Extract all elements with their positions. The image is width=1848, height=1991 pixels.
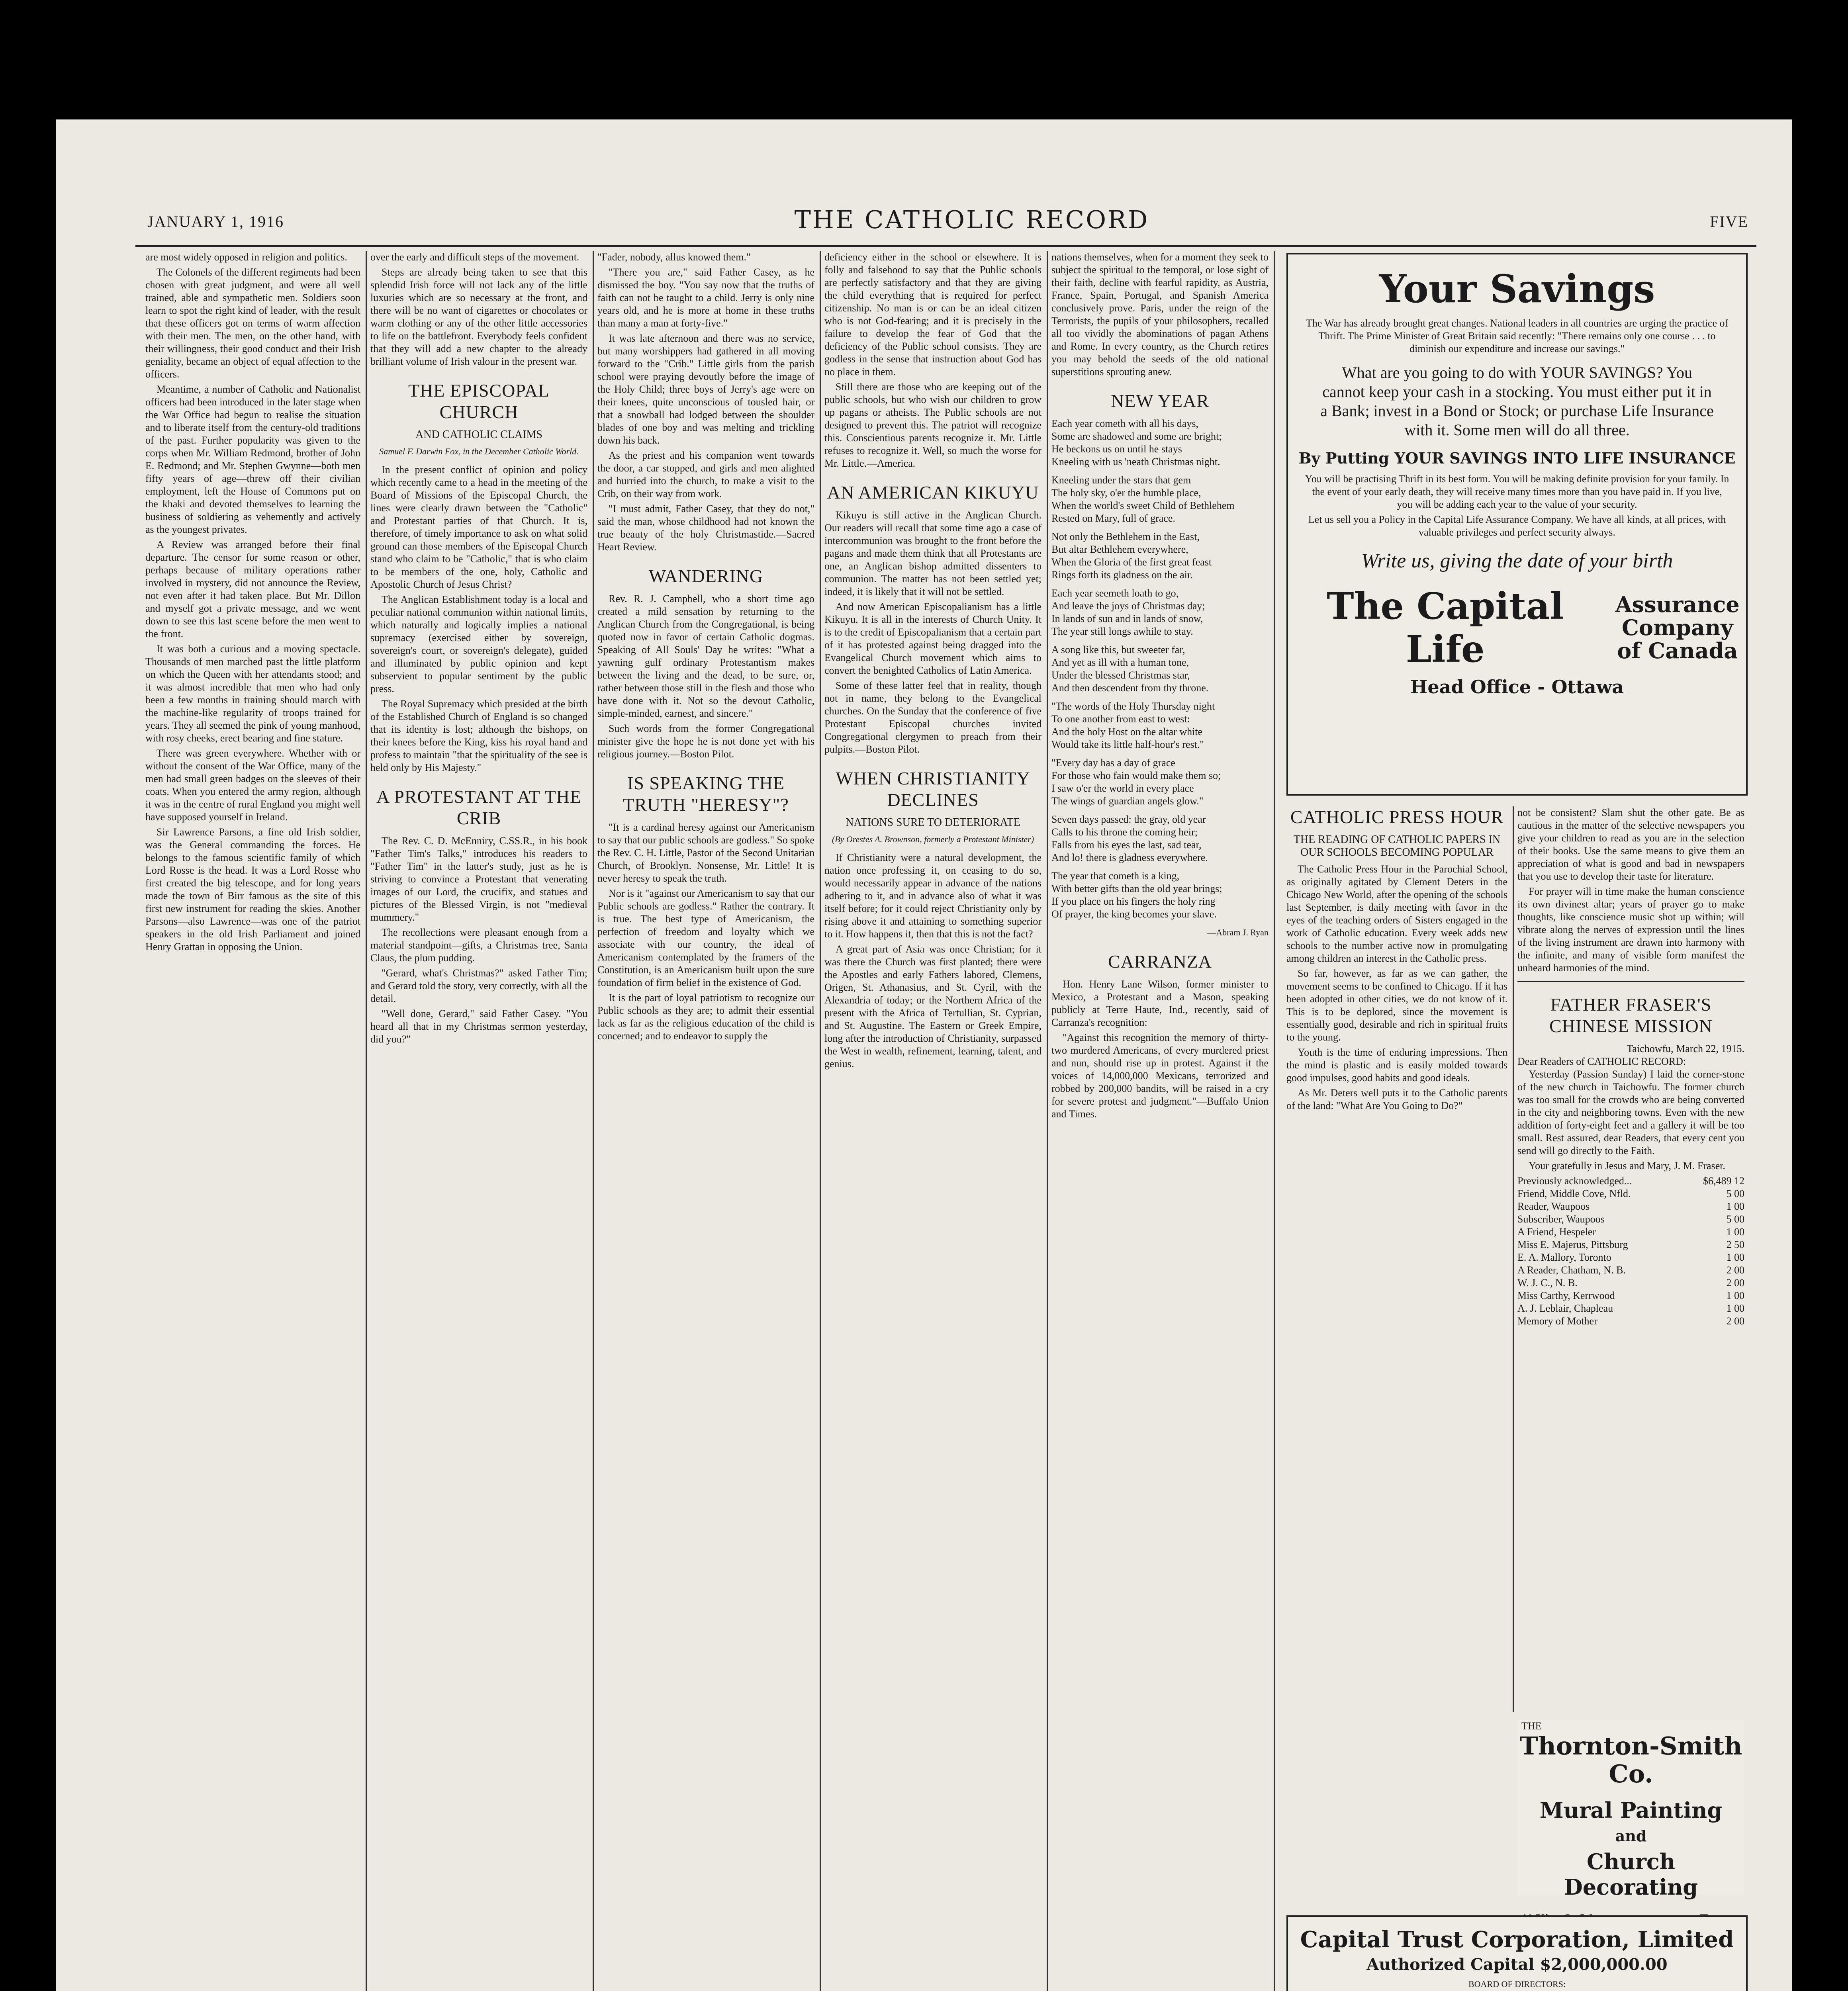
thornton-line-2: and — [1615, 1827, 1647, 1845]
article-paragraph: Your gratefully in Jesus and Mary, J. M. Fraser. — [1529, 1160, 1725, 1172]
article-paragraph: nations themselves, when for a moment they seek to subject the spiritual to the temporal, or lose sight of their faith, decline with fearful rapidity, as Austria, France, Spain, Portugal, and Spanish America conclusively prove. Paris, under the reign of the Terrorists, the pupils of your philosophers, recalled all too vividly the abominations of pagan Athens and Rome. In every country, as the Church retires you may behold the seeds of the old national superstitions sprouting anew. — [1051, 251, 1269, 377]
thornton-line-1: Mural Painting — [1539, 1797, 1723, 1823]
column-3 — [597, 251, 814, 1991]
article-paragraph: Rev. R. J. Campbell, who a short time ago created a mild sensation by returning to the Anglican Church from the Congregational, is being quoted now in favor of certain Catholic dogmas. Speaking of All Souls' Day he writes: "What a yawning gulf ordinary Protestantism makes between the living and the dead, to be sure, or, rather between those still in the flesh and those who have done with it. Not so the devout Catholic, simple-minded, earnest, and sincere." — [597, 593, 814, 719]
donor-name: Miss E. Majerus, Pittsburg — [1517, 1239, 1628, 1250]
donor-name: Reader, Waupoos — [1517, 1201, 1590, 1212]
donor-name: Memory of Mother — [1517, 1315, 1597, 1327]
donation-row — [1517, 1302, 1744, 1315]
column-4 — [824, 251, 1041, 1991]
new-year-headline: NEW YEAR — [1111, 391, 1209, 411]
article-paragraph: Still there are those who are keeping out of the public schools, but who wish our children to grow up pagans or atheists. The Public schools are not designed to prevent this. The patriot will recognize this. Conscientious parents recognize it. Mr. Little refuses to recognize it. Well, so much the worse for Mr. Little.—America. — [824, 381, 1041, 469]
press-hour-subhead: THE READING OF CATHOLIC PAPERS IN OUR SCHOOLS BECOMING POPULAR — [1293, 833, 1501, 859]
page-number: FIVE — [1710, 213, 1748, 231]
kikuyu-headline: AN AMERICAN KIKUYU — [827, 482, 1039, 503]
fraser-headline: FATHER FRASER'S CHINESE MISSION — [1549, 994, 1713, 1036]
article-paragraph: For prayer will in time make the human conscience its own divinest altar; years of prayer go to make thoughts, like conscience music shot up within; will vibrate along the nerves of expression until the lines of the living instrument are drawn into harmony with the infinite, and many of visible form manifest the unheard harmonies of the mind. — [1517, 886, 1744, 974]
thornton-smith-ad — [1517, 1720, 1744, 1900]
article-paragraph: It is the part of loyal patriotism to recognize our Public schools as they are; to admit their essential lack as far as the religious education of the child is concerned; and to endeavor to supply the — [597, 992, 814, 1042]
article-paragraph: If Christianity were a natural development, the nation once professing it, on ceasing to do so, would necessarily appear in advance of the nations adhering to it, and in advance also of what it was itself before; for it could reject Christianity only by rising above it and attaining to something superior to it. How happens it, then that this is not the fact? — [824, 852, 1041, 940]
company-head-office: Head Office - Ottawa — [1410, 676, 1624, 698]
column-7 — [1517, 806, 1744, 1710]
donation-amount: 2 00 — [1726, 1264, 1744, 1276]
article-paragraph: "Against this recognition the memory of thirty-two murdered Americans, of every murdered priest and nun, should rise up in protest. Against it the voices of 14,000,000 Mexicans, terrorized and robbed by 200,000 bandits, will be raised in a cry for severe protest and judgment."—Buffalo Union and Times. — [1051, 1032, 1269, 1120]
savings-ad-intro: The War has already brought great changes. National leaders in all countries are urging the practice of Thrift. The Prime Minister of Great Britain said recently: "There remains only one course . . . to diminish our expenditure and increase our savings." — [1306, 317, 1729, 354]
donation-row — [1517, 1264, 1744, 1277]
article-paragraph: Meantime, a number of Catholic and Nationalist officers had been introduced in the later stage when the War Office had begun to realise the situation and to liberate itself from the century-old traditions of the past. Further popularity was given to the corps when Mr. William Redmond, brother of John E. Redmond; and Mr. Stephen Gwynne—both men fifty years of age—threw off their civilian employment, left the House of Commons put on the khaki and devoted themselves to learning the business of soldiering as vehemently and actively as the youngest privates. — [145, 383, 360, 535]
article-paragraph: In the present conflict of opinion and policy which recently came to a head in the meeting of the Board of Missions of the Episcopal Church, the lines were clearly drawn between the "Catholic" and Protestant parties of that Church. It is, therefore, of timely importance to ask on what solid ground can those members of the Episcopal Church stand who claim to be "Catholic," that is who claim to be members of the one, holy, Catholic and Apostolic Church of Jesus Christ? — [370, 464, 587, 590]
donation-row — [1517, 1238, 1744, 1251]
donation-row — [1517, 1200, 1744, 1213]
article-paragraph: So far, however, as far as we can gather, the movement seems to be confined to Chicago. If it has been adopted in other cities, we do not know of it. This is to be deplored, since the movement is essentially good, desirable and rich in spiritual fruits to the young. — [1286, 968, 1507, 1043]
article-paragraph: The Anglican Establishment today is a local and peculiar national communion within national limits, which naturally and logically implies a national supremacy (exercised either by sovereign, sovereign's court, or sovereign's delegate), guided and illuminated by public opinion and kept subservient to popular sentiment by the public press. — [370, 594, 587, 694]
fraser-salutation: Dear Readers of CATHOLIC RECORD: — [1517, 1056, 1686, 1067]
article-paragraph: Steps are already being taken to see that this splendid Irish force will not lack any of the little luxuries which are so necessary at the front, and there will be no want of cigarettes or chocolates or warm clothing or any of the other little accessories to life on the battlefront. Everybody feels confident that they will add a new chapter to the already brilliant volume of Irish valour in the present war. — [370, 266, 587, 367]
poem-stanza: Kneeling under the stars that gem The holy sky, o'er the humble place, When the world's sweet Child of Bethlehem Rested on Mary, full of grace. — [1051, 474, 1235, 524]
article-paragraph: are most widely opposed in religion and politics. — [145, 251, 347, 263]
donor-name: A Reader, Chatham, N. B. — [1517, 1264, 1626, 1276]
fraser-dateline: Taichowfu, March 22, 1915. — [1627, 1043, 1744, 1054]
article-paragraph: As the priest and his companion went towards the door, a car stopped, and girls and men alighted and hurried into the church, to make a visit to the Crib, on their way from work. — [597, 450, 814, 499]
christianity-declines-headline: WHEN CHRISTIANITY DECLINES — [836, 768, 1030, 810]
newspaper-title: THE CATHOLIC RECORD — [794, 205, 1149, 234]
donation-amount: 2 50 — [1726, 1239, 1744, 1250]
article-paragraph: over the early and difficult steps of the movement. — [370, 251, 579, 263]
article-paragraph: "Gerard, what's Christmas?" asked Father Tim; and Gerard told the story, very correctly, with all the detail. — [370, 967, 587, 1004]
donor-name: A. J. Leblair, Chapleau — [1517, 1303, 1613, 1314]
donation-amount: 1 00 — [1726, 1252, 1744, 1263]
christianity-declines-subhead: NATIONS SURE TO DETERIORATE — [846, 816, 1020, 829]
article-paragraph: The Rev. C. D. McEnniry, C.SS.R., in his book "Father Tim's Talks," introduces his readers to "Father Tim" in the latter's study, just as he is striving to convince a Protestant that venerating images of our Lord, the crucifix, and statues and pictures of the Blessed Virgin, is not "medieval mummery." — [370, 835, 587, 923]
donor-name: Friend, Middle Cove, Nfld. — [1517, 1188, 1631, 1199]
donor-name: Previously acknowledged... — [1517, 1175, 1632, 1187]
capital-trust-ad — [1286, 1915, 1748, 1991]
article-paragraph: There was green everywhere. Whether with or without the consent of the War Office, many of the men had small green badges on the sleeves of their coats. When you entered the army region, although it was in the centre of rural England you might well have supposed yourself in Ireland. — [145, 747, 360, 823]
donation-list — [1517, 1175, 1744, 1328]
trust-capital: Authorized Capital $2,000,000.00 — [1366, 1955, 1668, 1974]
column-rule — [820, 251, 821, 1991]
column-rule — [366, 251, 367, 1991]
savings-ad-body: You will be practising Thrift in its best form. You will be making definite provision for your family. In the event of your early death, they will receive many times more than you have paid in. If you live, you will be adding each year to the value of your security. — [1305, 473, 1729, 510]
donation-row — [1517, 1226, 1744, 1238]
donation-amount: $6,489 12 — [1703, 1175, 1744, 1187]
article-paragraph: Kikuyu is still active in the Anglican Church. Our readers will recall that some time ago a case of intercommunion was brought to the front before the pagans and made them think that all Protestants are one, an Anglican bishop admitted dissenters to communion. The matter has not been settled yet; indeed, it is likely that it will not be settled. — [824, 509, 1041, 597]
poem-stanza: A song like this, but sweeter far, And yet as ill with a human tone, Under the blessed Christmas star, And then descendent from thy throne. — [1051, 644, 1209, 694]
donation-row — [1517, 1315, 1744, 1328]
article-paragraph: Hon. Henry Lane Wilson, former minister to Mexico, a Protestant and a Mason, speaking publicly at Terre Haute, Ind., recently, said of Carranza's recognition: — [1051, 978, 1269, 1028]
column-5 — [1051, 251, 1269, 1991]
company-name-sub: Assurance Company of Canada — [1615, 592, 1740, 663]
column-6 — [1286, 806, 1507, 1991]
article-paragraph: A Review was arranged before their final departure. The censor for some reason or other, perhaps because of military operations rather involved in mystery, did not announce the Review, not even after it had taken place. But Mr. Dillon and myself got a private message, and we went down to see this last scene before the men went to the front. — [145, 539, 360, 640]
donation-amount: 1 00 — [1726, 1201, 1744, 1212]
column-1 — [145, 251, 360, 1991]
donor-name: E. A. Mallory, Toronto — [1517, 1252, 1611, 1263]
protestant-crib-headline: A PROTESTANT AT THE CRIB — [376, 786, 581, 828]
article-paragraph: The recollections were pleasant enough from a material standpoint—gifts, a Christmas tree, Santa Claus, the plum pudding. — [370, 927, 587, 964]
savings-ad-cta: Write us, giving the date of your birth — [1361, 550, 1673, 572]
poem-stanza: "Every day has a day of grace For those who fain would make them so; I saw o'er the world in every place The wings of guardian angels glow." — [1051, 757, 1221, 807]
article-paragraph: It was late afternoon and there was no service, but many worshippers had gathered in all moving forward to the "Crib." Little girls from the parish school were praying devoutly before the image of the Holy Child; three boys of Jerry's age were on their knees, quite unconscious of tousled hair, or that a snowball had lodged between the shoulder blades of one boy and was melting and trickling down his back. — [597, 332, 814, 446]
trust-board: BOARD OF DIRECTORS: — [1468, 1979, 1566, 1989]
donor-name: A Friend, Hespeler — [1517, 1226, 1596, 1238]
thornton-the: THE — [1521, 1720, 1542, 1732]
divider — [1517, 981, 1744, 982]
donation-amount: 1 00 — [1726, 1303, 1744, 1314]
thornton-line-3: Church Decorating — [1564, 1849, 1698, 1900]
donation-amount: 2 00 — [1726, 1315, 1744, 1327]
donation-amount: 1 00 — [1726, 1226, 1744, 1238]
savings-ad-company — [1288, 585, 1746, 671]
donation-row — [1517, 1277, 1744, 1289]
donation-row — [1517, 1251, 1744, 1264]
savings-ad-title: Your Savings — [1379, 266, 1655, 311]
donation-amount: 1 00 — [1726, 1290, 1744, 1301]
poem-author: —Abram J. Ryan — [1207, 927, 1269, 937]
column-rule — [1274, 251, 1275, 1991]
article-paragraph: Nor is it "against our Americanism to say that our Public schools are godless." Rather the contrary. It is true. The best type of Americanism, the perfection of freedom and loyalty which we associate with our country, the ideal of Americanism contemplated by the framers of the Constitution, is an Americanism built upon the sure foundation of firm belief in the existence of God. — [597, 888, 814, 988]
column-rule — [1047, 251, 1048, 1991]
article-paragraph: "It is a cardinal heresy against our Americanism to say that our public schools are godless." So spoke the Rev. C. H. Little, Pastor of the Second Unitarian Church, of Brooklyn. Nonsense, Mr. Little! It is never heresy to speak the truth. — [597, 821, 814, 884]
episcopal-church-subhead: AND CATHOLIC CLAIMS — [415, 428, 542, 441]
article-paragraph: "Well done, Gerard," said Father Casey. "You heard all that in my Christmas sermon yesterday, did you?" — [370, 1008, 587, 1045]
column-rule — [1513, 806, 1514, 1712]
donation-amount: 2 00 — [1726, 1277, 1744, 1289]
episcopal-church-headline: THE EPISCOPAL CHURCH — [408, 380, 550, 422]
thornton-name: Thornton-Smith Co. — [1519, 1731, 1742, 1788]
donation-row — [1517, 1213, 1744, 1226]
article-paragraph: Such words from the former Congregational minister give the hope he is not done yet with his religious journey.—Boston Pilot. — [597, 723, 814, 760]
article-paragraph: The Catholic Press Hour in the Parochial School, as originally agitated by Clement Deters in the Chicago New World, after the opening of the schools last September, is daily meeting with favor in the eyes of the teaching orders of Sisters engaged in the work of Catholic education. Every week adds new schools to the number active now in promulgating among children an interest in the Catholic press. — [1286, 863, 1507, 964]
savings-ad-headline: By Putting YOUR SAVINGS INTO LIFE INSURANCE — [1298, 449, 1736, 467]
savings-ad-body-2: Let us sell you a Policy in the Capital Life Assurance Company. We have all kinds, at all prices, with valuable privileges and perfect security always. — [1308, 514, 1726, 538]
article-paragraph: The Colonels of the different regiments had been chosen with great judgment, and were all well trained, able and sympathetic men. Soldiers soon learn to spot the right kind of leader, with the result that these officers got on terms of warm affection with their men. The men, on the other hand, with their willingness, their good conduct and their Irish geniality, became an object of equal affection to the officers. — [145, 266, 360, 380]
wandering-headline: WANDERING — [648, 566, 763, 586]
poem-stanza: Each year cometh with all his days, Some are shadowed and some are bright; He beckons us on until he stays Kneeling with us 'neath Christmas night. — [1051, 418, 1222, 467]
article-paragraph: Yesterday (Passion Sunday) I laid the corner-stone of the new church in Taichowfu. The former church was too small for the crowds who are being converted in the city and neighboring towns. Even with the new addition of forty-eight feet and a gallery it will be too small. Rest assured, dear Readers, that every cent you send will go directly to the Faith. — [1517, 1068, 1744, 1156]
press-hour-headline: CATHOLIC PRESS HOUR — [1290, 807, 1504, 827]
article-paragraph: "There you are," said Father Casey, as he dismissed the boy. "You say now that the truths of faith can not be taught to a child. Jerry is only nine years old, and he is more at home in these truths than many a man at forty-five." — [597, 266, 814, 329]
donor-name: Miss Carthy, Kerrwood — [1517, 1290, 1615, 1301]
article-paragraph: A great part of Asia was once Christian; for it was there the Church was first planted; there were the Apostles and early Fathers labored, Clemens, Origen, St. Athanasius, and St. Cyril, with the Alexandria of today; or the Northern Africa of the present with the Africa of Tertullian, St. Cyprian, and St. Augustine. The Eastern or Greek Empire, long after the introduction of Christianity, surpassed the West in wealth, refinement, learning, talent, and genius. — [824, 943, 1041, 1070]
newspaper-page — [56, 119, 1792, 1991]
poem-stanza: Seven days passed: the gray, old year Calls to his throne the coming heir; Falls from his eyes the last, sad tear, And lo! there is gladness everywhere. — [1051, 814, 1208, 863]
article-paragraph: "Fader, nobody, allus knowed them." — [597, 251, 751, 263]
donor-name: W. J. C., N. B. — [1517, 1277, 1578, 1289]
poem-stanza: Each year seemeth loath to go, And leave the joys of Christmas day; In lands of sun and in lands of snow, The year still longs awhile to stay. — [1051, 587, 1205, 637]
masthead-rule — [135, 245, 1756, 247]
article-paragraph: "I must admit, Father Casey, that they do not," said the man, whose childhood had not known the true beauty of the holy Christmastide.—Sacred Heart Review. — [597, 503, 814, 553]
masthead — [56, 205, 1792, 249]
carranza-headline: CARRANZA — [1108, 951, 1212, 972]
company-name: The Capital Life — [1327, 585, 1564, 671]
column-rule — [593, 251, 594, 1991]
poem-stanza: The year that cometh is a king, With better gifts than the old year brings; If you place on his fingers the holy ring Of prayer, the king becomes your slave. — [1051, 870, 1222, 920]
donation-row — [1517, 1187, 1744, 1200]
episcopal-church-byline: Samuel F. Darwin Fox, in the December Catholic World. — [379, 446, 579, 456]
article-paragraph: Sir Lawrence Parsons, a fine old Irish soldier, was the General commanding the forces. He belongs to the famous scientific family of which Lord Rosse is the head. It was a Lord Rosse who first created the big telescope, and for long years made the town of Birr famous as the site of this first new instrument for reading the skies. Another Parsons—also Lawrence—was one of the patriot speakers in the old Irish Parliament and joined Henry Grattan in opposing the Union. — [145, 826, 360, 952]
heresy-headline: IS SPEAKING THE TRUTH "HERESY"? — [623, 773, 789, 815]
article-paragraph: And now American Episcopalianism has a little Kikuyu. It is all in the interests of Church Unity. It is to the credit of Episcopalianism that a certain part of it has protested against being dragged into the Evangelical Church movement which aims to convert the benighted Catholics of Latin America. — [824, 601, 1041, 676]
article-paragraph: not be consistent? Slam shut the other gate. Be as cautious in the matter of the selective newspapers you give your children to read as you are in the selection of their books. Use the same means to give them an appreciation of what is good and bad in newspapers that you use to develop their taste for literature. — [1517, 807, 1744, 882]
issue-date: JANUARY 1, 1916 — [147, 213, 284, 231]
article-paragraph: Some of these latter feel that in reality, though not in name, they belong to the Evangelical churches. On the Sunday that the conference of five Protestant Episcopal churches invited Congregational clergymen to preach from their pulpits.—Boston Pilot. — [824, 680, 1041, 755]
trust-title: Capital Trust Corporation, Limited — [1300, 1926, 1734, 1953]
donation-amount: 5 00 — [1726, 1188, 1744, 1199]
donation-amount: 5 00 — [1726, 1213, 1744, 1225]
donor-name: Subscriber, Waupoos — [1517, 1213, 1605, 1225]
donation-row — [1517, 1289, 1744, 1302]
christianity-declines-byline: (By Orestes A. Brownson, formerly a Protestant Minister) — [832, 834, 1034, 844]
column-2 — [370, 251, 587, 1991]
article-paragraph: As Mr. Deters well puts it to the Catholic parents of the land: "What Are You Going to Do?" — [1286, 1087, 1507, 1111]
article-paragraph: It was both a curious and a moving spectacle. Thousands of men marched past the little platform on which the Queen with her attendants stood; and it was almost incredible that men who had only been a few months in training should march with the machine-like regularity of troops trained for years. They all seemed the pink of young manhood, with rosy cheeks, erect bearing and fine stature. — [145, 643, 360, 744]
savings-ad-question: What are you going to do with YOUR SAVINGS? You cannot keep your cash in a stocking. You must either put it in a Bank; invest in a Bond or Stock; or purchase Life Insurance with it. Some men will do all three. — [1320, 364, 1714, 439]
poem-stanza: "The words of the Holy Thursday night To one another from east to west: And the holy Host on the altar white Would take its little half-hour's rest." — [1051, 700, 1215, 750]
article-paragraph: deficiency either in the school or elsewhere. It is folly and falsehood to say that the Public schools are perfectly satisfactory and that they are giving the child everything that is required for perfect citizenship. No man is or can be an ideal citizen who is not God-fearing; and it is precisely in the failure to develop the fear of God that the deficiency of the Public school consists. They are godless in the sense that instruction about God has no place in them. — [824, 251, 1041, 377]
article-paragraph: The Royal Supremacy which presided at the birth of the Established Church of England is so changed that its identity is lost; although the bishops, on their knees before the King, kiss his royal hand and profess to maintain "that the spirituality of the see is held only by His Majesty." — [370, 698, 587, 773]
poem-stanza: Not only the Bethlehem in the East, But altar Bethlehem everywhere, When the Gloria of the first great feast Rings forth its gladness on the air. — [1051, 531, 1212, 581]
capital-life-ad — [1286, 253, 1748, 796]
article-paragraph: Youth is the time of enduring impressions. Then the mind is plastic and is easily molded towards good impulses, good habits and good ideals. — [1286, 1046, 1507, 1084]
new-year-poem — [1051, 417, 1269, 921]
donation-row — [1517, 1175, 1744, 1187]
